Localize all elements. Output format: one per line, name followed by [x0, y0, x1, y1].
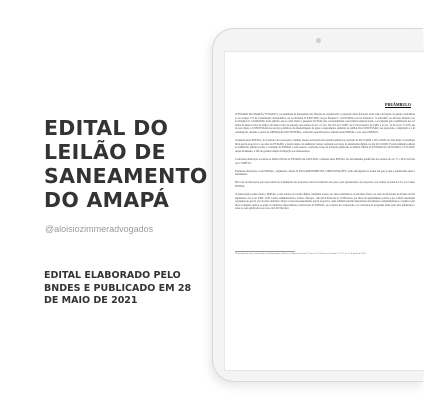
tablet-device — [212, 28, 423, 382]
document-paragraph: Conforme publicação ocorrida no Diário Oficial do ESTADO em 24/03/2021, a minuta deste EDITAL foi devidamente justificada nos termos do art. 5º e 16 da lei federal nº 8.987/95. — [235, 157, 415, 165]
subtitle — [44, 270, 204, 308]
headline-line: EDITAL DO — [44, 116, 169, 140]
document-paragraph: O ESTADO DO AMAPÁ ("ESTADO"), na qualidade de delegatário das funções de organização e prestação desta licitação, bem como da função de gestão centralizada, nos artigos 175 da Constituição da República, na Lei Federal nº 8.987/1995, na Lei Federal nº 11.079/2004 e na Lei Federal nº 11.445/2007, no Decreto Federal e na Lei Federal nº 14.026/2020, torna público que se acha aberta a presente LICITAÇÃO, na modalidade concorrência internacional, a ser julgada pela combinação dos critérios de menor valor da tarifa e de maior valor de outorga, nos termos do art. 15, inc. III, da Lei nº 8.987, de 13 de fevereiro de 1995, e do art. 12 da Lei nº 11.079, tendo por objeto a CONCESSÃO dos serviços públicos de abastecimento de água e esgotamento sanitário na ÁREA DA CONCESSÃO, sua prestação, a ampliação e a modernização, durante o prazo da OPERAÇÃO DO SISTEMA, conforme especificações contidas neste EDITAL e nos seus ANEXOS. — [235, 113, 415, 134]
subtitle-line: EDITAL ELABORADO PELO — [44, 270, 181, 281]
document-paragraph: A minuta deste EDITAL, do Contrato de Concessão e demais anexos estiveram em consulta pública no período de 09/11/2020 a 30/11/2020, no sítio https://consultapublica.portal.ap.gov.br/ e no sítio do ESTADO, e foram objeto de audiência virtual, realizada por meio da plataforma digital, no dia 26/11/2020. Foram também realizadas audiências públicas sobre o conteúdo do EDITAL e seus anexos, conforme aviso de licitação publicado no Diário Oficial do ESTADO em 19/10/2020 e 13/11/2020, respectivamente, a fim de garantir ampla divulgação aos interessados. — [235, 139, 415, 153]
document-paragraph: Em caso de alterações que repercutam na formulação das propostas, haverá reabertura do prazo para apresentação de propostas, nos termos do item 9.2.6 e 12.2 deste EDITAL. — [235, 181, 415, 188]
subtitle-line: DE MAIO DE 2021 — [44, 295, 138, 306]
footnote-divider — [235, 251, 295, 252]
document-page — [235, 102, 415, 256]
subtitle-line: BNDES E PUBLICADO EM 28 — [44, 282, 192, 294]
document-paragraph: O interessado poderá obter o EDITAL e seus anexos na versão digital, mediante acesso aos sítios eletrônicos ou em meio físico, na sede da Secretaria de Estado do Planejamento, sito à Av. FAB, 1120, Centro Administrativo, Centro, Macapá - AP, das 9:00 horas às 12:00 horas, por meio de agendamento prévio e por e-mail saneamento@seplan.ap.gov.br ou via sítio eletrônico https://concessaosaneamento.portal.ap.gov.br, onde também estarão disponíveis documentos complementares e registros jurídicos colegiais, dentre os quais os relatórios antecedentes à elaboração do EDITAL, do contrato de cooperação e os contratos de programa serão pelo sítio publicados todos os atos publicados no curso da LICITAÇÃO. — [235, 193, 415, 211]
document-footnote: Os licitantes deverão, com relação a esta disposição, observar o disposto no item 10.2 do art. 27 do Decreto Federal nº 7.217, de 21 de junho de 2010. — [235, 253, 367, 256]
social-handle: @aloisiozimmeradvogados — [45, 224, 154, 234]
camera-icon — [316, 38, 321, 43]
headline-line: DO AMAPÁ — [44, 188, 170, 212]
headline-line: LEILÃO DE — [44, 140, 166, 164]
promo-panel — [0, 0, 208, 400]
headline-line: SANEAMENTO — [44, 164, 208, 188]
tablet-screen — [224, 51, 424, 371]
document-paragraph: Eventuais alterações a este EDITAL, originadas a título de ESCLARECIMENTOS e IMPUGNAÇÕES, serão divulgadas na forma em que se deu a publicidade deste instrumento. — [235, 169, 415, 177]
headline — [44, 116, 214, 212]
document-heading: PREÂMBULO — [385, 102, 411, 107]
